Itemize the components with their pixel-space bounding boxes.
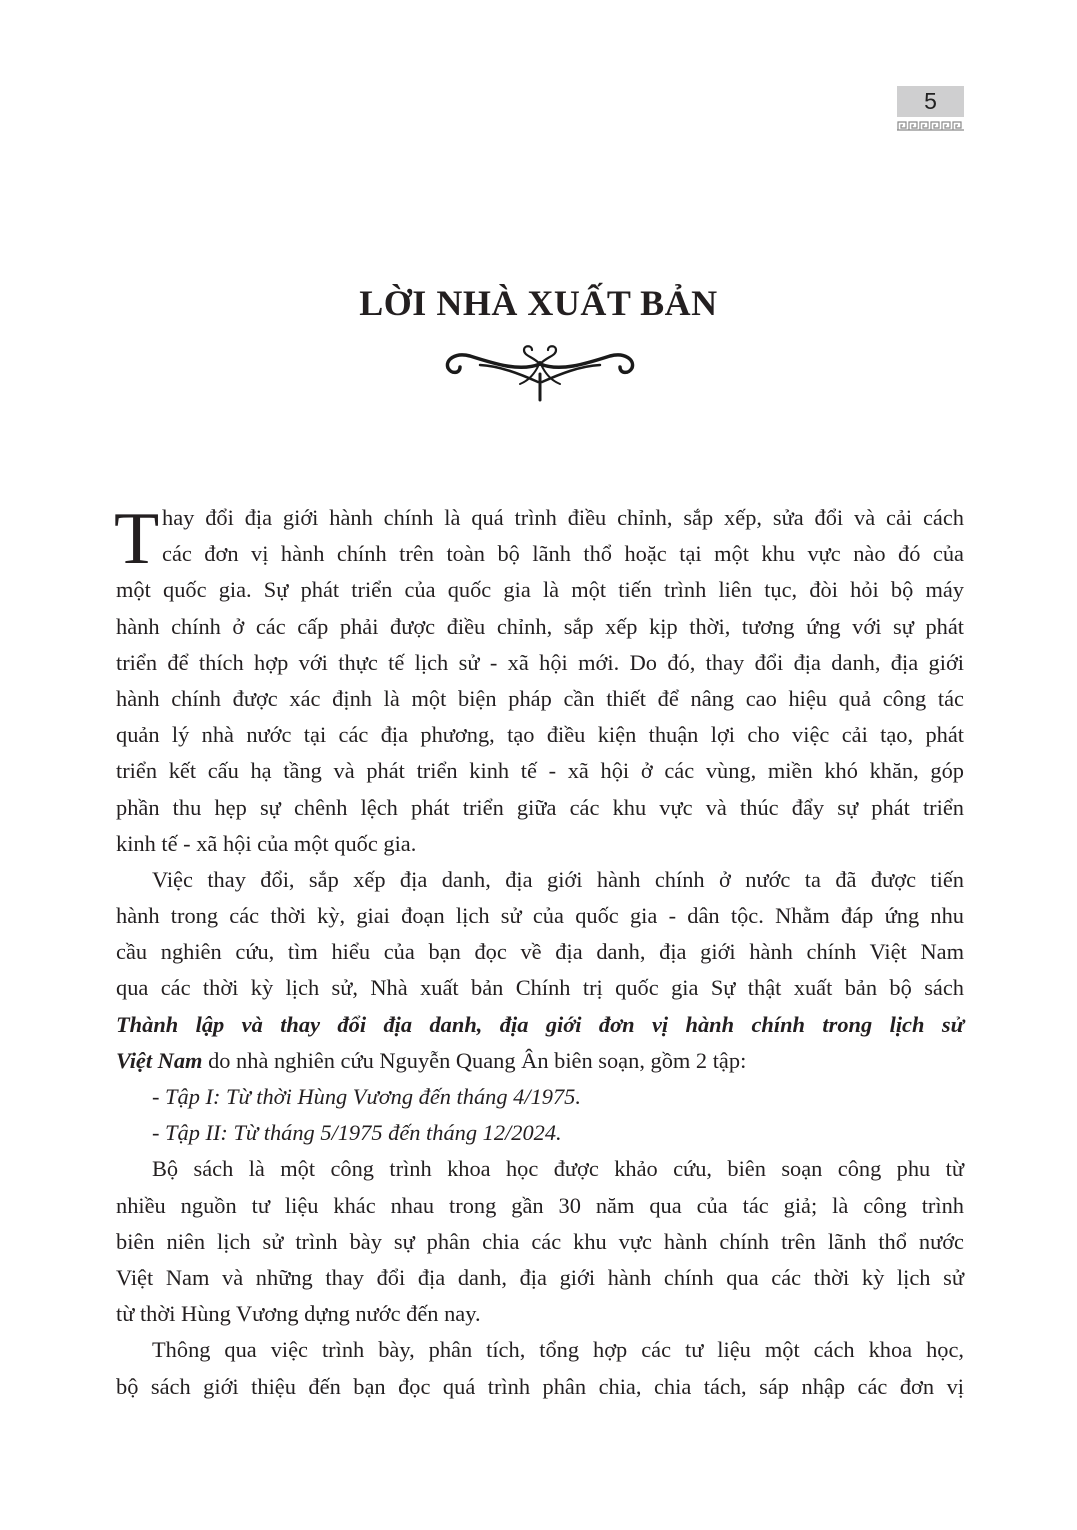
- text-line: [116, 1188, 964, 1224]
- text-line: [116, 500, 964, 536]
- text-line: [116, 826, 964, 862]
- text-run: hành trong các thời kỳ, giai đoạn lịch sử của quốc gia - dân tộc. Nhằm đáp ứng nhu: [116, 903, 964, 929]
- text-line: [116, 1296, 964, 1332]
- text-run: hay đổi địa giới hành chính là quá trình điều chỉnh, sắp xếp, sửa đổi và cải cách: [162, 505, 964, 530]
- text-line: [116, 1007, 964, 1043]
- text-line: [116, 572, 964, 608]
- text-line: [116, 790, 964, 826]
- text-run: nhiều nguồn tư liệu khác nhau trong gần 30 năm qua của tác giả; là công trình: [116, 1192, 964, 1218]
- text-run: do nhà nghiên cứu Nguyễn Quang Ân biên soạn, gồm 2 tập:: [202, 1047, 747, 1073]
- text-run: Việt Nam và những thay đổi địa danh, địa giới hành chính qua các thời kỳ lịch sử: [116, 1264, 964, 1290]
- text-run: hành chính ở các cấp phải được điều chỉnh, sắp xếp kịp thời, tương ứng với sự phát: [116, 613, 964, 639]
- text-line: [116, 609, 964, 645]
- greek-key-ornament-icon: [897, 121, 964, 131]
- text-run: từ thời Hùng Vương dựng nước đến nay.: [116, 1301, 481, 1327]
- text-run: - Tập I: Từ thời Hùng Vương đến tháng 4/1975.: [152, 1084, 581, 1109]
- text-line: [116, 645, 964, 681]
- text-run: một quốc gia. Sự phát triển của quốc gia là một tiến trình liên tục, đòi hỏi bộ máy: [116, 577, 964, 603]
- text-run: phần thu hẹp sự chênh lệch phát triển giữa các khu vực và thúc đẩy sự phát triển: [116, 794, 964, 820]
- text-line: [116, 1224, 964, 1260]
- text-line: [116, 681, 964, 717]
- text-run: Thông qua việc trình bày, phân tích, tổng hợp các tư liệu một cách khoa học,: [152, 1337, 964, 1363]
- text-run: triển kết cấu hạ tầng và phát triển kinh tế - xã hội ở các vùng, miền khó khăn, góp: [116, 758, 964, 784]
- text-run: kinh tế - xã hội của một quốc gia.: [116, 830, 417, 856]
- text-line: [116, 1079, 964, 1115]
- text-line: [116, 536, 964, 572]
- book-title-text: Thành lập và thay đổi địa danh, địa giới đơn vị hành chính trong lịch sử: [116, 1011, 964, 1037]
- text-line: [116, 1043, 964, 1079]
- text-run: quản lý nhà nước tại các địa phương, tạo điều kiện thuận lợi cho việc cải tạo, phát: [116, 722, 964, 748]
- text-run: cầu nghiên cứu, tìm hiểu của bạn đọc về địa danh, địa giới hành chính Việt Nam: [116, 939, 964, 965]
- text-line: [116, 753, 964, 789]
- page-title: LỜI NHÀ XUẤT BẢN: [359, 283, 718, 323]
- text-line: [116, 717, 964, 753]
- text-line: [116, 1332, 964, 1368]
- text-line: [116, 1151, 964, 1187]
- text-run: Việc thay đổi, sắp xếp địa danh, địa giới hành chính ở nước ta đã được tiến: [152, 866, 964, 892]
- text-run: Bộ sách là một công trình khoa học được khảo cứu, biên soạn công phu từ: [152, 1156, 964, 1182]
- text-run: triển để thích hợp với thực tế lịch sử - xã hội mới. Do đó, thay đổi địa danh, địa giới: [116, 649, 964, 675]
- book-title-text: Việt Nam: [116, 1047, 203, 1073]
- page-number: 5: [897, 86, 964, 117]
- text-line: [116, 1260, 964, 1296]
- flourish-ornament-icon: [440, 342, 640, 404]
- text-run: biên niên lịch sử trình bày sự phân chia các khu vực hành chính trên lãnh thổ nước: [116, 1228, 964, 1254]
- text-line: [116, 862, 964, 898]
- text-line: [116, 970, 964, 1006]
- preface-body: [116, 500, 964, 1405]
- text-line: [116, 1115, 964, 1151]
- drop-cap: T: [114, 498, 160, 580]
- text-run: các đơn vị hành chính trên toàn bộ lãnh thổ hoặc tại một khu vực nào đó của: [162, 541, 964, 567]
- text-run: qua các thời kỳ lịch sử, Nhà xuất bản Chính trị quốc gia Sự thật xuất bản bộ sách: [116, 975, 964, 1001]
- text-run: hành chính được xác định là một biện pháp cần thiết để nâng cao hiệu quả công tác: [116, 685, 964, 711]
- text-line: [116, 934, 964, 970]
- text-run: - Tập II: Từ tháng 5/1975 đến tháng 12/2024.: [152, 1120, 562, 1146]
- text-line: [116, 1369, 964, 1405]
- text-line: [116, 898, 964, 934]
- text-run: bộ sách giới thiệu đến bạn đọc quá trình phân chia, chia tách, sáp nhập các đơn vị: [116, 1373, 964, 1399]
